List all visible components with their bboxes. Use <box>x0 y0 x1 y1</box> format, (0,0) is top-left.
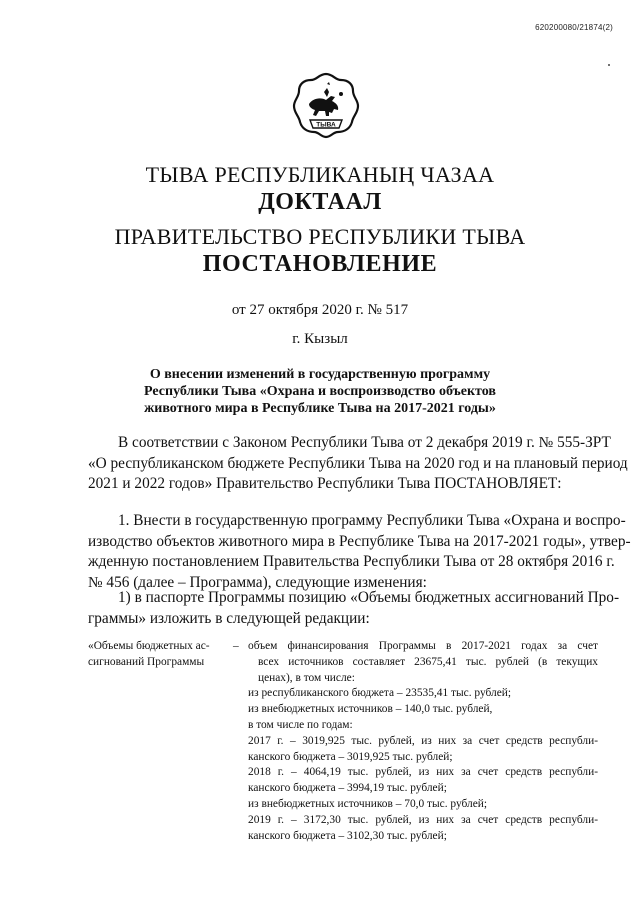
text-line: изводство объектов животного мира в Республике Тыва на 2017-2021 годы», утвер- <box>88 532 631 550</box>
subject-line: О внесении изменений в государственную программу <box>149 367 491 382</box>
table-left-cell <box>88 639 230 671</box>
subject-line: Республики Тыва «Охрана и воспроизводство объектов <box>144 384 496 399</box>
text-line: № 456 (далее – Программа), следующие изменения: <box>88 573 427 591</box>
table-right-line: 2017 г. – 3019,925 тыс. рублей, из них за счет средств республи- <box>248 734 598 747</box>
title-russian: ПРАВИТЕЛЬСТВО РЕСПУБЛИКИ ТЫВА <box>114 224 526 249</box>
text-line: «О республиканском бюджете Республики Тыва на 2020 год и на плановый период <box>88 454 628 472</box>
table-right-line: в том числе по годам: <box>248 718 353 731</box>
table-right-line: объем финансирования Программы в 2017-2021 годах за счет <box>248 640 598 652</box>
table-right-line: канского бюджета – 3019,925 тыс. рублей; <box>248 750 453 763</box>
city: г. Кызыл <box>292 331 348 347</box>
table-right-line: канского бюджета – 3102,30 тыс. рублей; <box>248 829 447 842</box>
item-1-1-paragraph <box>88 588 620 629</box>
text-line: В соответствии с Законом Республики Тыва от 2 декабря 2019 г. № 555-ЗРТ <box>118 434 611 451</box>
date-and-number: от 27 октября 2020 г. № 517 <box>231 302 409 318</box>
table-right-line: из внебюджетных источников – 140,0 тыс. рублей, <box>248 703 493 716</box>
doc-type-tyvan: ДОКТААЛ <box>258 189 382 215</box>
table-right-line: ценах), в том числе: <box>258 671 355 684</box>
text-line: 2021 и 2022 годов» Правительство Республики Тыва ПОСТАНОВЛЯЕТ: <box>88 475 562 492</box>
preamble-paragraph <box>88 433 628 495</box>
table-right-line: 2019 г. – 3172,30 тыс. рублей, из них за счет средств республи- <box>248 813 598 826</box>
table-right-line: из внебюджетных источников – 70,0 тыс. рублей; <box>248 797 488 810</box>
text-line: 1. Внести в государственную программу Республики Тыва «Охрана и воспро- <box>118 512 626 529</box>
table-right-line: из республиканского бюджета – 23535,41 тыс. рублей; <box>248 687 512 700</box>
table-left-line: сигнований Программы <box>88 655 205 668</box>
text-line: жденную постановлением Правительства Республики Тыва от 28 октября 2016 г. <box>88 553 615 570</box>
table-right-line: канского бюджета – 3994,19 тыс. рублей; <box>248 782 447 795</box>
document-id: 620200080/21874(2) <box>535 23 613 32</box>
tuva-coat-of-arms-icon <box>291 70 361 140</box>
table-right-line: всех источников составляет 23675,41 тыс. рублей (в текущих <box>258 655 598 668</box>
text-line: 1) в паспорте Программы позицию «Объемы бюджетных ассигнований Про- <box>118 589 620 606</box>
doc-type-russian: ПОСТАНОВЛЕНИЕ <box>202 251 438 277</box>
item-1-paragraph <box>88 511 631 593</box>
subject-heading <box>120 366 520 417</box>
table-dash: – <box>233 640 239 652</box>
table-right-cell <box>248 639 598 844</box>
emblem-ribbon-text: ТЫВА <box>316 121 336 129</box>
table-left-line: «Объемы бюджетных ас- <box>88 640 210 652</box>
table-right-line: 2018 г. – 4064,19 тыс. рублей, из них за счет средств республи- <box>248 766 598 779</box>
title-tyvan: ТЫВА РЕСПУБЛИКАНЫҢ ЧАЗАА <box>145 162 495 187</box>
text-line: граммы» изложить в следующей редакции: <box>88 609 370 627</box>
subject-line: животного мира в Республике Тыва на 2017-2021 годы» <box>144 401 496 416</box>
scan-speck <box>608 64 610 66</box>
